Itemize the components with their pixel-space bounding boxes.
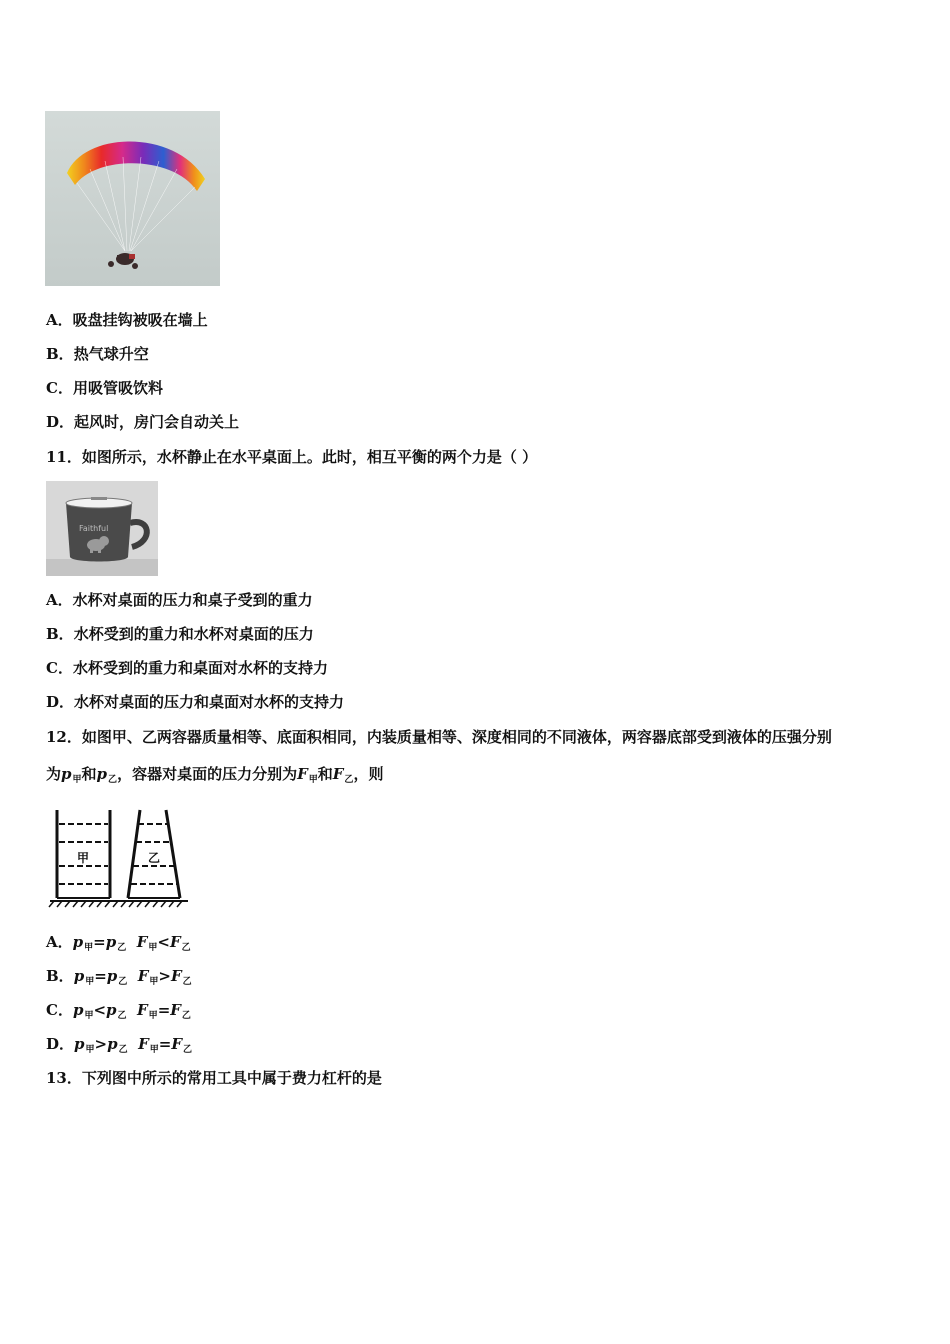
option-d[interactable]: D．起风时，房门会自动关上 [46, 413, 240, 431]
paraglider-image [45, 111, 220, 286]
option-b[interactable]: B．$p_甲=p_乙$ $F_甲>F_乙$ [46, 967, 192, 987]
label-jia: 甲 [77, 851, 90, 865]
option-b[interactable]: B．热气球升空 [46, 345, 149, 363]
option-b[interactable]: B．水杯受到的重力和水杯对桌面的压力 [46, 625, 314, 643]
option-a[interactable]: A．水杯对桌面的压力和桌子受到的重力 [46, 591, 313, 609]
containers-diagram [48, 806, 190, 912]
option-c[interactable]: C．$p_甲<p_乙$ $F_甲=F_乙$ [46, 1001, 191, 1021]
label-yi: 乙 [148, 851, 161, 865]
cup-label: Faithful [79, 524, 109, 533]
option-a[interactable]: A．$p_甲=p_乙$ $F_甲<F_乙$ [46, 933, 191, 953]
option-d[interactable]: D．水杯对桌面的压力和桌面对水杯的支持力 [46, 693, 345, 711]
cup-image [46, 481, 158, 576]
option-d[interactable]: D．$p_甲>p_乙$ $F_甲=F_乙$ [46, 1035, 192, 1055]
option-a[interactable]: A．吸盘挂钩被吸在墙上 [46, 311, 208, 329]
question-11-stem: 11．如图所示，水杯静止在水平桌面上。此时，相互平衡的两个力是（ ） [46, 448, 538, 466]
question-12-stem-line2: 为$p_甲$和$p_乙$，容器对桌面的压力分别为$F_甲$和$F_乙$，则 [46, 765, 384, 785]
question-12-stem-line1: 12．如图甲、乙两容器质量相等、底面积相同，内装质量相等、深度相同的不同液体，两容器底部受到液体的压强分别 [46, 728, 832, 746]
question-13-stem: 13．下列图中所示的常用工具中属于费力杠杆的是 [46, 1069, 382, 1087]
option-c[interactable]: C．水杯受到的重力和桌面对水杯的支持力 [46, 659, 328, 677]
option-c[interactable]: C．用吸管吸饮料 [46, 379, 163, 397]
